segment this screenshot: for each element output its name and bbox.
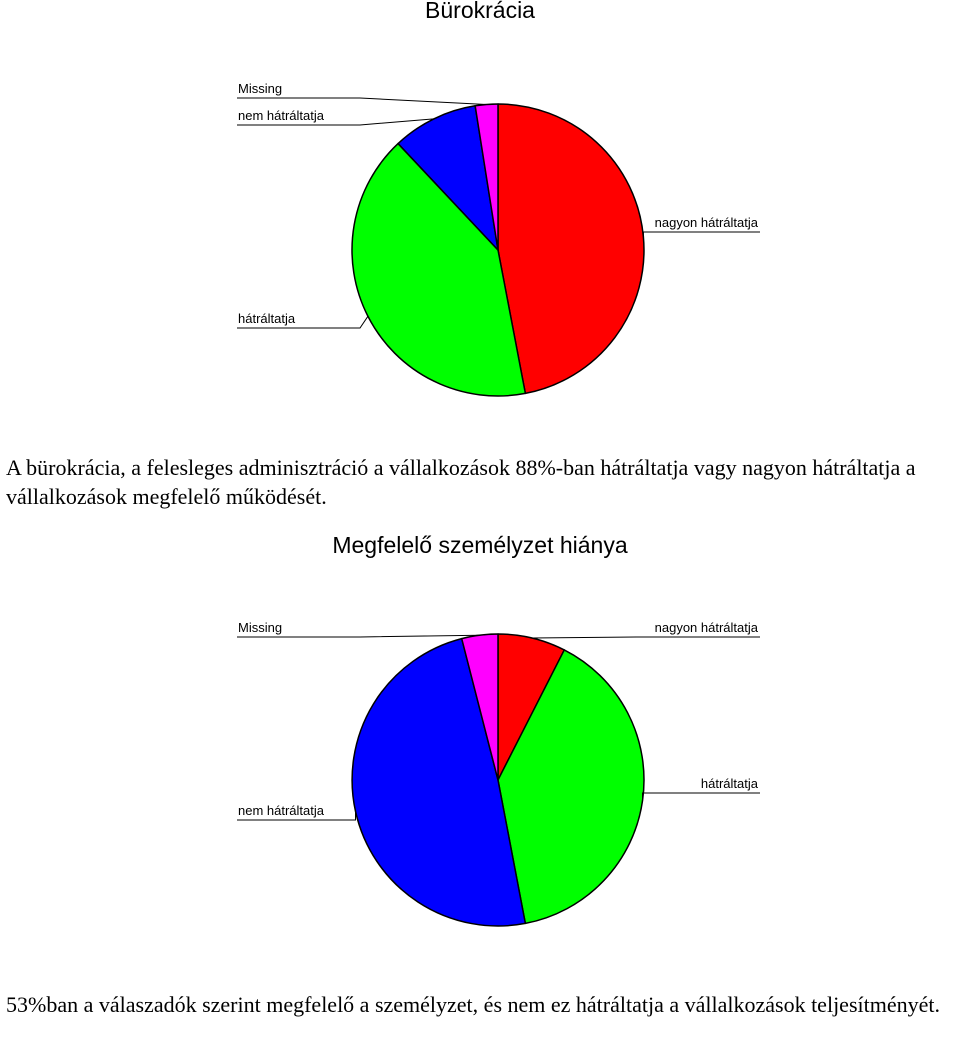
pie-chart-burokracia — [0, 0, 960, 420]
leader-line-nagyon-hatraltatja — [643, 232, 760, 236]
chart-1-title: Bürokrácia — [425, 0, 535, 23]
paragraph-szemelyzet: 53%ban a válaszadók szerint megfelelő a személyzet, és nem ez hátráltatja a vállalkozások teljesítményét. — [6, 992, 940, 1017]
pie-slice-nagyon-hatraltatja — [498, 104, 644, 393]
leader-line-hatraltatja — [643, 793, 761, 801]
leader-line-nagyon-hatraltatja — [532, 637, 760, 638]
slice-label-nem-hatraltatja: nem hátráltatja — [238, 108, 324, 123]
slice-label-hatraltatja: hátráltatja — [700, 776, 758, 791]
chart-2-title: Megfelelő személyzet hiánya — [332, 532, 628, 558]
slice-label-nagyon-hatraltatja: nagyon hátráltatja — [654, 620, 758, 635]
slice-label-nagyon-hatraltatja: nagyon hátráltatja — [654, 215, 758, 230]
slice-label-missing: Missing — [238, 620, 283, 635]
leader-line-missing — [237, 98, 487, 105]
leader-line-missing — [237, 635, 480, 637]
slice-label-hatraltatja: hátráltatja — [238, 311, 296, 326]
pie-chart-szemelyzet — [0, 540, 960, 960]
paragraph-burokracia: A bürokrácia, a felesleges adminisztráció a vállalkozások 88%-ban hátráltatja vagy nagyon hátráltatja a vállalkozások megfelelő működését. — [6, 455, 916, 509]
slice-label-nem-hatraltatja: nem hátráltatja — [238, 803, 324, 818]
slice-label-missing: Missing — [238, 81, 283, 96]
